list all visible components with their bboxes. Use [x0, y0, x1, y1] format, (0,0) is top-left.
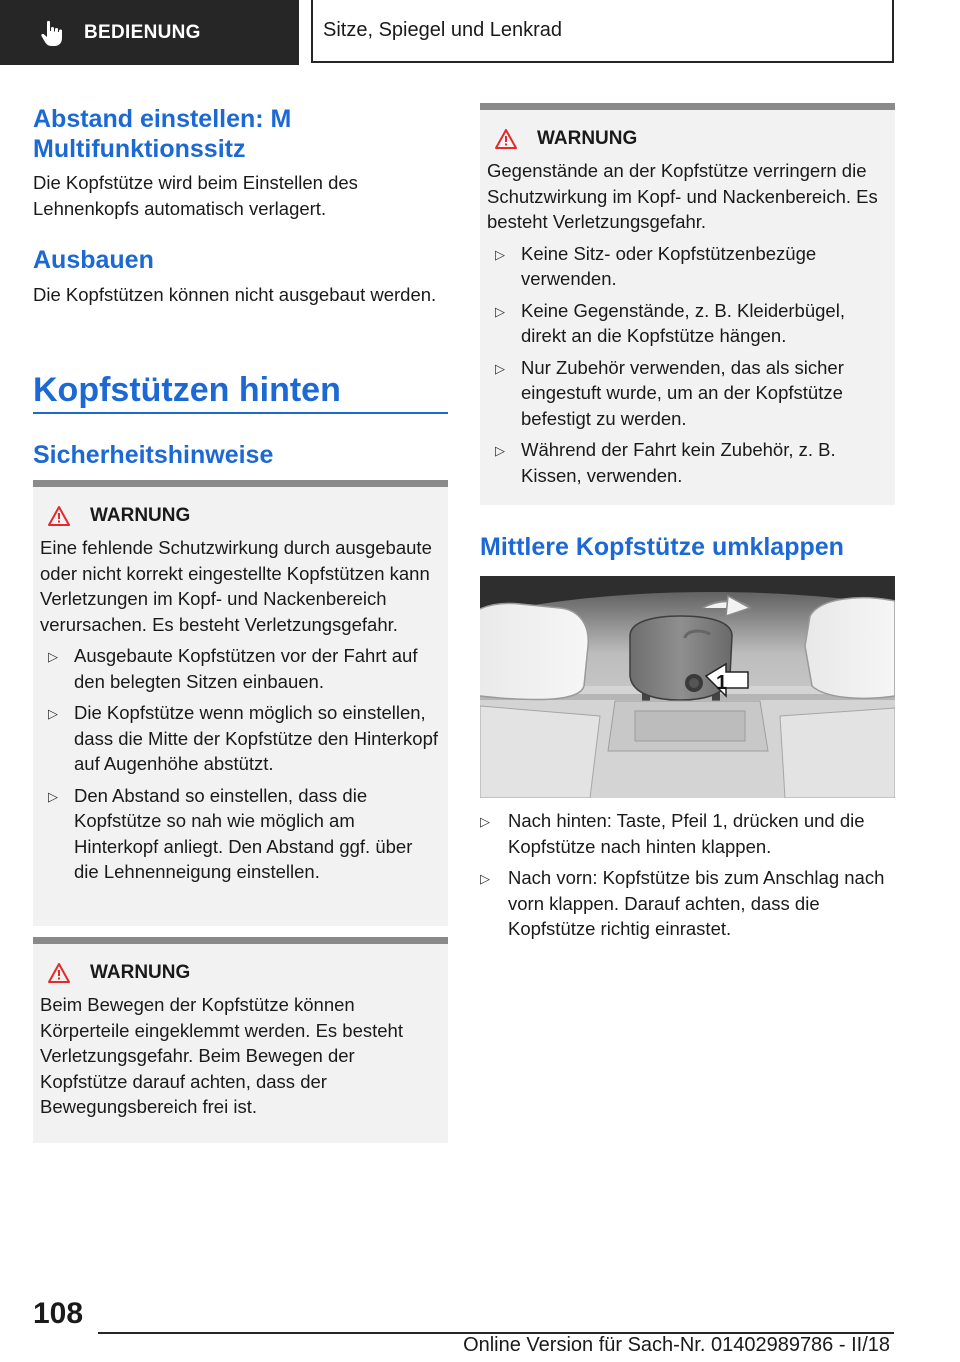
triangle-bullet-icon: ▷ — [48, 706, 58, 721]
list-item: ▷ Keine Gegenstände, z. B. Kleiderbügel, direkt an die Kopfstütze hängen. — [495, 299, 845, 346]
chapter-title: Sitze, Spiegel und Lenkrad — [323, 19, 563, 41]
list-item: ▷ Nach vorn: Kopfstütze bis zum Anschlag nach vorn klappen. Darauf achten, dass die Kopfstütze richtig einrastet. — [480, 867, 885, 939]
warning-box-1 — [33, 480, 448, 926]
warning-title: WARNUNG — [40, 962, 440, 984]
callout-number: 1 — [716, 672, 728, 694]
list-item: ▷ Den Abstand so einstellen, dass die Kopfstütze so nah wie möglich am Hinterkopf anliegt. Den Abstand ggf. über die Lehnenneigung einstellen. — [48, 784, 413, 882]
footer-version-text: Online Version für Sach-Nr. 01402989786 - II/18 — [463, 1334, 890, 1356]
warning-triangle-icon — [495, 128, 517, 150]
instruction-list — [480, 808, 895, 948]
paragraph-ausbauen: Die Kopfstützen können nicht ausgebaut werden. — [33, 284, 437, 305]
triangle-bullet-icon: ▷ — [495, 303, 505, 319]
heading-sicherheitshinweise: Sicherheitshinweise — [33, 441, 274, 469]
warning-list — [487, 241, 887, 489]
heading-mittlere-kopfstuetze: Mittlere Kopfstütze umklappen — [480, 533, 844, 561]
triangle-bullet-icon: ▷ — [495, 246, 505, 262]
heading-rule — [33, 412, 448, 414]
list-item: ▷ Nach hinten: Taste, Pfeil 1, drücken und die Kopfstütze nach hinten klappen. — [480, 810, 865, 857]
page-number: 108 — [33, 1297, 84, 1330]
paragraph-abstand: Die Kopfstütze wird beim Einstellen des Lehnenkopfs automatisch verlagert. — [33, 172, 358, 219]
warning-triangle-icon — [48, 962, 70, 984]
rear-seat-illustration — [480, 576, 895, 798]
triangle-bullet-icon: ▷ — [48, 649, 58, 664]
warning-list — [40, 643, 440, 885]
warning-box-3 — [480, 103, 895, 505]
warning-box-2 — [33, 937, 448, 1143]
triangle-bullet-icon: ▷ — [48, 788, 58, 804]
rear-headrest-illustration — [480, 576, 895, 798]
list-item: ▷ Ausgebaute Kopfstützen vor der Fahrt auf den belegten Sitzen einbauen. — [48, 645, 418, 692]
list-item: ▷ Während der Fahrt kein Zubehör, z. B. Kissen, verwenden. — [495, 439, 836, 486]
list-item: ▷ Die Kopfstütze wenn möglich so einstellen, dass die Mitte der Kopfstütze den Hinterkopf auf Augenhöhe abstützt. — [48, 702, 439, 774]
warning-triangle-icon — [48, 505, 70, 527]
triangle-bullet-icon: ▷ — [480, 871, 490, 886]
warning-text: Gegenstände an der Kopfstütze verringern die Schutzwirkung im Kopf- und Nackenbereich. Es besteht Verletzungsgefahr. — [487, 160, 878, 232]
warning-text: Beim Bewegen der Kopfstütze können Körperteile eingeklemmt werden. Es besteht Verletzungsgefahr. Beim Bewegen der Kopfstütze darauf achten, dass der Bewegungsbereich frei ist. — [40, 994, 403, 1117]
list-item: ▷ Nur Zubehör verwenden, das als sicher eingestuft wurde, um an der Kopfstütze befestigt zu werden. — [495, 356, 844, 429]
warning-title: WARNUNG — [487, 128, 887, 150]
triangle-bullet-icon: ▷ — [480, 814, 490, 829]
hand-pointer-icon — [38, 18, 68, 48]
warning-title: WARNUNG — [40, 505, 440, 527]
heading-ausbauen: Ausbauen — [33, 246, 154, 274]
chapter-title-box — [311, 0, 894, 63]
heading-kopfstuetzen-hinten: Kopfstützen hinten — [33, 371, 341, 409]
section-label: BEDIENUNG — [84, 21, 201, 43]
triangle-bullet-icon: ▷ — [495, 443, 505, 458]
heading-abstand: Abstand einstellen: M Multifunktionssitz — [33, 105, 292, 163]
warning-text: Eine fehlende Schutzwirkung durch ausgebaute oder nicht korrekt eingestellte Kopfstützen kann Verletzungen im Kopf- und Nackenbereich verursachen. Es besteht Verletzungsgefahr. — [40, 537, 432, 635]
triangle-bullet-icon: ▷ — [495, 360, 505, 376]
section-tab — [0, 0, 299, 65]
list-item: ▷ Keine Sitz- oder Kopfstützenbezüge verwenden. — [495, 242, 817, 289]
